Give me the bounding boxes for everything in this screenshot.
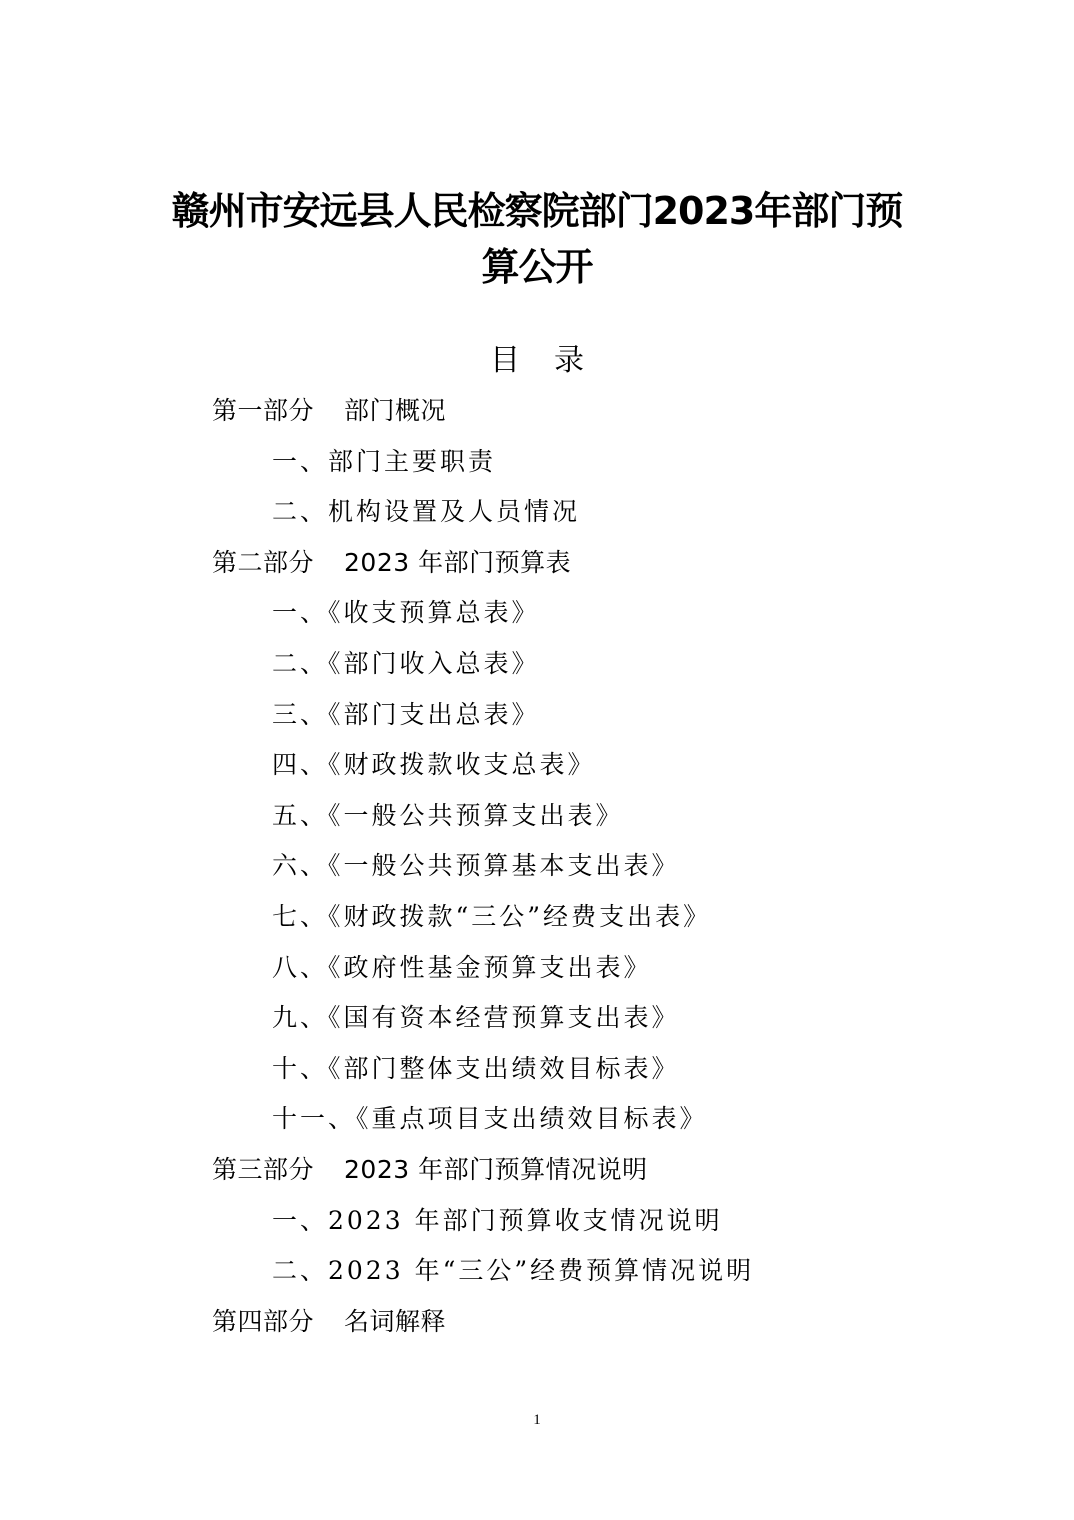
toc-part-title: 2023 年部门预算表 xyxy=(344,547,572,577)
toc-part-title: 名词解释 xyxy=(344,1306,447,1336)
toc-part-4 xyxy=(0,1297,1074,1348)
document-title-line-2: 算公开 xyxy=(481,245,593,289)
toc-item: 六、《一般公共预算基本支出表》 xyxy=(272,851,680,881)
toc-part-label: 第四部分 xyxy=(212,1306,315,1336)
table-of-contents xyxy=(0,386,1074,1347)
page-number: 1 xyxy=(533,1412,541,1428)
document-title-line-1: 赣州市安远县人民检察院部门2023年部门预 xyxy=(171,189,903,233)
toc-item: 十、《部门整体支出绩效目标表》 xyxy=(272,1053,680,1083)
document-title xyxy=(120,183,954,295)
toc-item: 四、《财政拨款收支总表》 xyxy=(272,750,596,780)
toc-item: 一、《收支预算总表》 xyxy=(272,598,540,628)
toc-part-label: 第一部分 xyxy=(212,396,315,425)
toc-item: 十一、《重点项目支出绩效目标表》 xyxy=(272,1104,708,1134)
toc-item: 八、《政府性基金预算支出表》 xyxy=(272,952,652,982)
toc-item: 二、2023 年“三公”经费预算情况说明 xyxy=(272,1256,755,1286)
toc-item: 九、《国有资本经营预算支出表》 xyxy=(272,1003,680,1033)
toc-part-label: 第二部分 xyxy=(212,547,315,577)
toc-item: 二、机构设置及人员情况 xyxy=(272,497,581,527)
toc-part-title: 部门概况 xyxy=(344,396,447,425)
toc-part-2 xyxy=(0,538,1074,589)
toc-item: 二、《部门收入总表》 xyxy=(272,648,540,678)
toc-item: 三、《部门支出总表》 xyxy=(272,699,540,729)
toc-part-title: 2023 年部门预算情况说明 xyxy=(344,1154,648,1184)
toc-part-3 xyxy=(0,1145,1074,1196)
toc-part-label: 第三部分 xyxy=(212,1154,315,1184)
toc-item: 一、2023 年部门预算收支情况说明 xyxy=(272,1205,723,1235)
toc-item: 一、部门主要职责 xyxy=(272,446,497,476)
toc-part-1 xyxy=(0,386,1074,437)
toc-heading: 目录 xyxy=(490,343,618,378)
toc-item: 七、《财政拨款“三公”经费支出表》 xyxy=(272,901,712,931)
toc-item: 五、《一般公共预算支出表》 xyxy=(272,800,624,830)
